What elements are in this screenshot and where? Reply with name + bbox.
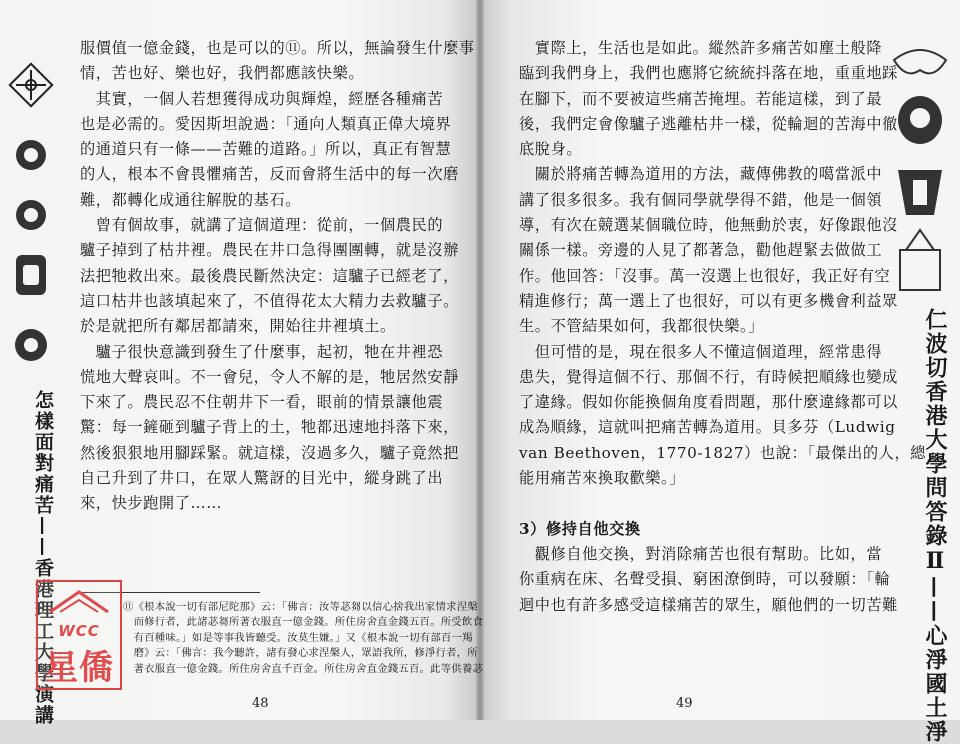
footnote-line: 有百種味。」如是等事我皆聽受。汝莫生嫌。」又《根本說一切有部百一羯 bbox=[123, 631, 473, 644]
text-line: 的人，根本不會畏懼痛苦，反而會將生活中的每一次磨 bbox=[80, 165, 459, 184]
text-line: 迴中也有許多感受這樣痛苦的眾生，願他們的一切苦難 bbox=[519, 595, 898, 614]
text-line: 作。他回答：「沒事。萬一沒選上也很好，我正好有空 bbox=[519, 266, 891, 285]
text-line: 的通道只有一條——苦難的道路。」所以，真正有智慧 bbox=[80, 140, 452, 159]
text-line: 成為順緣，這就叫把痛苦轉為道用。貝多芬（Ludwig bbox=[519, 418, 896, 437]
text-line: 服價值一億金錢，也是可以的⑪。所以，無論發生什麼事 bbox=[80, 39, 475, 57]
text-line: 觀修自他交換，對消除痛苦也很有幫助。比如，當 bbox=[519, 544, 883, 563]
footnote-line: 磨》云：「佛言：我今聽許，諸有發心求涅槃人，眾語我所，修淨行者，所 bbox=[123, 647, 478, 660]
text-line: 驢子很快意識到發生了什麼事，起初，牠在井裡恐 bbox=[80, 342, 444, 361]
footnote-block bbox=[123, 600, 483, 677]
text-line: 實際上，生活也是如此。縱然許多痛苦如塵土般降 bbox=[519, 39, 883, 57]
text-line: 關係一樣。旁邊的人見了都著急，勸他趕緊去做做工 bbox=[519, 241, 883, 260]
text-line: 生。不管結果如何，我都很快樂。」 bbox=[519, 317, 764, 336]
text-line: 這口枯井也該填起來了，不值得花太大精力去救驢子。 bbox=[80, 291, 459, 310]
text-line: 但可惜的是，現在很多人不懂這個道理，經常患得 bbox=[519, 342, 883, 361]
text-line: 於是就把所有鄰居都請來，開始往井裡填土。 bbox=[80, 317, 396, 336]
text-line: 下來了。農民忍不住朝井下一看，眼前的情景讓他震 bbox=[80, 393, 444, 412]
text-line: 在腳下，而不要被這些痛苦掩埋。若能這樣，到了最 bbox=[519, 89, 883, 108]
right-page-body bbox=[519, 36, 926, 618]
text-line: 精進修行；萬一選上了也很好，可以有更多機會利益眾 bbox=[519, 291, 898, 310]
text-line: 導，有次在競選某個職位時，他無動於衷，好像跟他沒 bbox=[519, 216, 898, 235]
text-line: 關於將痛苦轉為道用的方法，藏傳佛教的噶當派中 bbox=[519, 165, 883, 184]
text-line: 患失，覺得這個不行、那個不行，有時候把順緣也變成 bbox=[519, 367, 898, 386]
stamp-latin-text: WCC bbox=[58, 622, 100, 640]
text-line: 慌地大聲哀叫。不一會兒，令人不解的是，牠居然安靜 bbox=[80, 367, 459, 386]
text-line: 驚：每一鏟砸到驢子背上的土，牠都迅速地抖落下來， bbox=[80, 418, 459, 437]
text-line: 情，苦也好、樂也好，我們都應該快樂。 bbox=[80, 64, 365, 83]
footnote-line: 而修行者，此諸苾芻所著衣服直一億金錢。所住房舍直金錢五百。所受飲食 bbox=[123, 616, 484, 629]
right-running-title: 仁波切香港大學問答錄Ⅱ——心淨國土淨 bbox=[922, 308, 948, 744]
text-line: 也是必需的。愛因斯坦說過：「通向人類真正偉大境界 bbox=[80, 114, 452, 133]
text-line: 其實，一個人若想獲得成功與輝煌，經歷各種痛苦 bbox=[80, 89, 444, 108]
text-line: 難，都轉化成通往解脫的基石。 bbox=[80, 190, 302, 209]
roof-icon bbox=[46, 588, 112, 616]
left-running-title: 怎樣面對痛苦——香港理工大學演講 bbox=[32, 390, 54, 726]
text-line: 能用痛苦來換取歡樂。」 bbox=[519, 469, 686, 488]
stamp-cjk-text: 星僑 bbox=[44, 648, 114, 688]
footnote-line: ⑪《根本說一切有部尼陀那》云：「佛言：汝等苾芻以信心捨我出家情求涅槃 bbox=[123, 601, 478, 613]
section-heading: 3）修持自他交換 bbox=[519, 519, 641, 538]
text-line: 你重病在床、名聲受損、窮困潦倒時，可以發願：「輪 bbox=[519, 570, 891, 589]
text-line: 臨到我們身上，我們也應將它統統抖落在地，重重地踩 bbox=[519, 64, 898, 83]
text-line: 底脫身。 bbox=[519, 140, 583, 159]
blank-line bbox=[519, 491, 926, 516]
page-number-right: 49 bbox=[676, 696, 693, 711]
text-line: 自己升到了井口，在眾人驚訝的目光中，縱身跳了出 bbox=[80, 469, 444, 488]
text-line: 了違緣。假如你能換個角度看問題，那什麼違緣都可以 bbox=[519, 393, 898, 412]
left-page-body bbox=[80, 36, 475, 517]
text-line: 後，我們定會像驢子逃離枯井一樣，從輪迴的苦海中徹 bbox=[519, 114, 898, 133]
text-line: 講了很多很多。我有個同學就學得不錯，他是一個領 bbox=[519, 190, 883, 209]
text-line: 曾有個故事，就講了這個道理：從前，一個農民的 bbox=[80, 216, 444, 235]
text-line: 然後狠狠地用腳踩緊。就這樣，沒過多久，驢子竟然把 bbox=[80, 443, 459, 462]
watermark-stamp bbox=[36, 580, 122, 690]
text-line: van Beethoven，1770-1827）也說：「最傑出的人，總 bbox=[519, 443, 927, 462]
endless-knot-icon bbox=[8, 60, 54, 380]
text-line: 來，快步跑開了…… bbox=[80, 494, 223, 513]
page-number-left: 48 bbox=[252, 696, 269, 711]
text-line: 驢子掉到了枯井裡。農民在井口急得團團轉，就是沒辦 bbox=[80, 241, 459, 260]
footnote-line: 著衣服直一億金錢。所住房舍直千百金。所住房舍直金錢五百。此等供養苾 bbox=[123, 662, 484, 675]
text-line: 法把牠救出來。最後農民斷然決定：這驢子已經老了， bbox=[80, 266, 459, 285]
